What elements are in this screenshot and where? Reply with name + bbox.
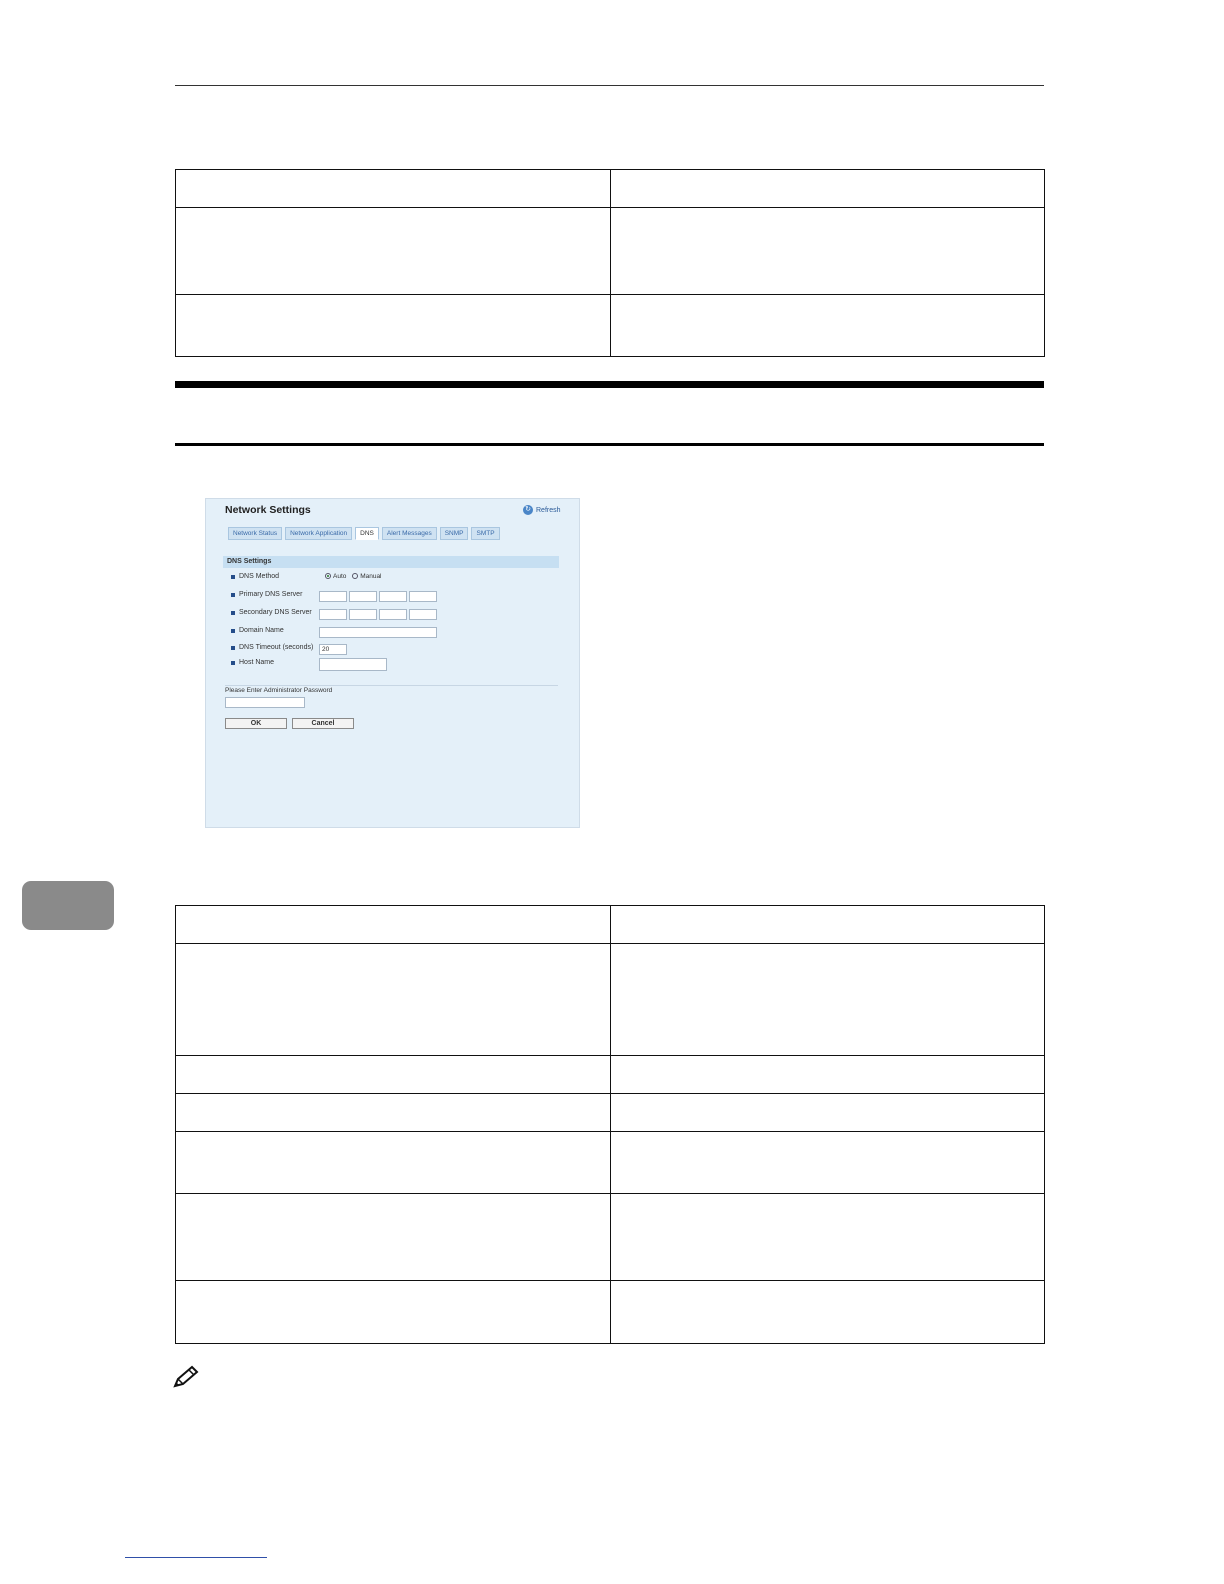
dns-timeout-row — [231, 644, 313, 651]
secondary-dns-row — [231, 609, 312, 616]
cancel-button[interactable]: Cancel — [292, 718, 354, 729]
header-rule — [175, 85, 1044, 86]
tab-alert-messages[interactable]: Alert Messages — [382, 527, 437, 540]
host-name-label: Host Name — [239, 659, 275, 666]
refresh-label: Refresh — [536, 506, 561, 514]
secondary-dns-label: Secondary DNS Server — [239, 609, 312, 616]
note-pencil-icon — [172, 1364, 204, 1390]
password-input[interactable] — [225, 697, 305, 708]
bullet-icon — [231, 575, 235, 579]
primary-dns-octet-1[interactable] — [319, 591, 347, 602]
bullet-icon — [231, 593, 235, 597]
radio-manual[interactable] — [352, 573, 358, 579]
bullet-icon — [231, 611, 235, 615]
dns-settings-header: DNS Settings — [223, 556, 559, 568]
primary-dns-octet-4[interactable] — [409, 591, 437, 602]
ok-button[interactable]: OK — [225, 718, 287, 729]
section-rule-thick — [175, 381, 1044, 388]
tab-dns[interactable]: DNS — [355, 527, 379, 540]
tab-snmp[interactable]: SNMP — [440, 527, 469, 540]
section-rule-thin — [175, 443, 1044, 446]
bullet-icon — [231, 646, 235, 650]
dns-method-row — [231, 573, 279, 580]
bullet-icon — [231, 661, 235, 665]
secondary-dns-octet-1[interactable] — [319, 609, 347, 620]
radio-auto-label: Auto — [333, 573, 347, 580]
domain-name-input[interactable] — [319, 627, 437, 638]
tab-network-status[interactable]: Network Status — [228, 527, 282, 540]
refresh-icon: ↻ — [523, 505, 533, 515]
dns-method-label: DNS Method — [239, 573, 280, 580]
chapter-thumb-tab — [22, 881, 114, 930]
bullet-icon — [231, 629, 235, 633]
domain-name-label: Domain Name — [239, 627, 284, 634]
network-settings-screenshot — [205, 498, 580, 828]
host-name-input[interactable] — [319, 658, 387, 671]
table-row — [176, 944, 1045, 1056]
table-row — [176, 906, 1045, 944]
table-row — [176, 170, 1045, 208]
primary-dns-octet-3[interactable] — [379, 591, 407, 602]
table-bottom — [175, 905, 1045, 1344]
table-row — [176, 1094, 1045, 1132]
primary-dns-label: Primary DNS Server — [239, 591, 303, 598]
secondary-dns-octet-2[interactable] — [349, 609, 377, 620]
dns-method-options — [325, 573, 382, 580]
tab-bar — [228, 527, 500, 540]
password-label: Please Enter Administrator Password — [225, 687, 333, 694]
dns-timeout-input[interactable]: 20 — [319, 644, 347, 655]
divider — [225, 685, 558, 686]
radio-auto[interactable] — [325, 573, 331, 579]
footer-link-rule — [125, 1557, 267, 1558]
page-title: Network Settings — [225, 504, 311, 516]
table-row — [176, 1132, 1045, 1194]
table-row — [176, 1056, 1045, 1094]
tab-network-application[interactable]: Network Application — [285, 527, 352, 540]
refresh-link[interactable] — [523, 505, 561, 515]
tab-smtp[interactable]: SMTP — [471, 527, 499, 540]
table-row — [176, 1281, 1045, 1344]
table-row — [176, 295, 1045, 357]
domain-name-row — [231, 627, 284, 634]
host-name-row — [231, 659, 274, 666]
secondary-dns-octet-4[interactable] — [409, 609, 437, 620]
secondary-dns-octet-3[interactable] — [379, 609, 407, 620]
table-row — [176, 208, 1045, 295]
table-row — [176, 1194, 1045, 1281]
table-top — [175, 169, 1045, 357]
primary-dns-octet-2[interactable] — [349, 591, 377, 602]
primary-dns-row — [231, 591, 302, 598]
radio-manual-label: Manual — [360, 573, 382, 580]
dns-timeout-label: DNS Timeout (seconds) — [239, 644, 314, 651]
